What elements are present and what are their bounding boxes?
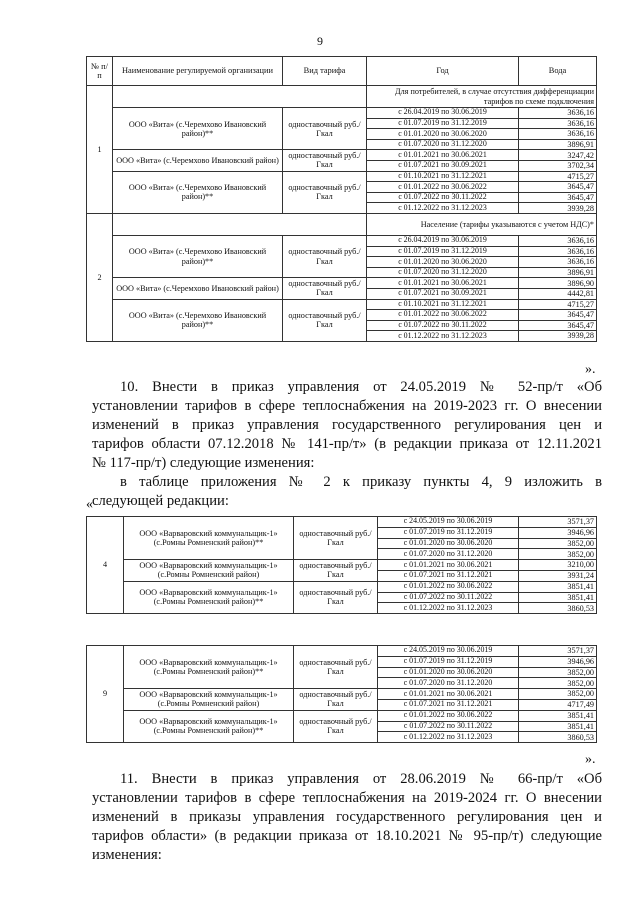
period-cell: с 01.01.2021 по 30.06.2021: [378, 689, 519, 700]
tariff-table-item-9: [86, 645, 597, 743]
tariff-kind: одноставочный руб./Гкал: [294, 710, 378, 742]
period-cell: с 01.01.2022 по 30.06.2022: [367, 182, 519, 193]
org-name: ООО «Варваровский коммунальщик-1» (с.Ромны Ромненский район)**: [124, 646, 294, 689]
table-row: [87, 581, 597, 592]
water-value-cell: 3851,41: [519, 710, 597, 721]
table-row: [87, 150, 597, 161]
tariff-kind: одноставочный руб./Гкал: [283, 299, 367, 341]
table-row: [87, 689, 597, 700]
water-value-cell: 3645,47: [519, 192, 597, 203]
water-value-cell: 3931,24: [519, 570, 597, 581]
period-cell: с 01.07.2021 по 31.12.2021: [378, 699, 519, 710]
table-row: [87, 517, 597, 528]
water-value-cell: 3939,28: [519, 203, 597, 214]
water-value-cell: 3702,34: [519, 160, 597, 171]
header-year: Год: [367, 57, 519, 86]
period-cell: с 01.01.2020 по 30.06.2020: [367, 129, 519, 140]
table-row: [87, 710, 597, 721]
tariff-kind: одноставочный руб./Гкал: [294, 581, 378, 613]
tariff-kind: одноставочный руб./Гкал: [283, 278, 367, 299]
table-row: [87, 235, 597, 246]
org-name: ООО «Варваровский коммунальщик-1» (с.Ромны Ромненский район): [124, 689, 294, 711]
period-cell: с 01.07.2020 по 31.12.2020: [367, 139, 519, 150]
period-cell: с 01.01.2022 по 30.06.2022: [378, 710, 519, 721]
tariff-kind: одноставочный руб./Гкал: [283, 171, 367, 213]
period-cell: с 01.01.2022 по 30.06.2022: [378, 581, 519, 592]
tariff-kind: одноставочный руб./Гкал: [283, 235, 367, 277]
water-value-cell: 3852,00: [519, 689, 597, 700]
period-cell: с 26.04.2019 по 30.06.2019: [367, 108, 519, 119]
period-cell: с 01.07.2020 по 31.12.2020: [378, 549, 519, 560]
period-cell: с 01.12.2022 по 31.12.2023: [367, 331, 519, 342]
period-cell: с 01.01.2020 по 30.06.2020: [378, 667, 519, 678]
text-line: изменений в приказ управления государственного регулирования цен и: [92, 417, 602, 433]
water-value-cell: 3210,00: [519, 560, 597, 571]
period-cell: с 01.07.2019 по 31.12.2019: [378, 527, 519, 538]
item-number: 9: [87, 646, 124, 743]
paragraph-11: [92, 770, 602, 865]
section-blank-cell: [113, 213, 367, 235]
org-name: ООО «Вита» (с.Черемхово Ивановский район)**: [113, 235, 283, 277]
period-cell: с 01.12.2022 по 31.12.2023: [378, 603, 519, 614]
period-cell: с 01.07.2020 по 31.12.2020: [367, 267, 519, 278]
tariff-kind: одноставочный руб./Гкал: [283, 150, 367, 171]
tariff-kind: одноставочный руб./Гкал: [294, 646, 378, 689]
text-line: тарифов области» (в редакции приказа от 18.10.2021 № 95-пр/т) следующие: [92, 828, 602, 844]
period-cell: с 01.10.2021 по 31.12.2021: [367, 299, 519, 310]
header-water: Вода: [519, 57, 597, 86]
tariff-kind: одноставочный руб./Гкал: [294, 560, 378, 582]
org-name: ООО «Варваровский коммунальщик-1» (с.Ромны Ромненский район)**: [124, 710, 294, 742]
text-line: следующей редакции:: [92, 493, 229, 509]
text-line: изменения:: [92, 847, 162, 863]
opening-quote: «: [86, 497, 93, 512]
period-cell: с 01.07.2021 по 31.12.2021: [378, 570, 519, 581]
header-org: Наименование регулируемой организации: [113, 57, 283, 86]
table-row: [87, 278, 597, 289]
text-line: изменений в приказы управления государственного регулирования цен и: [92, 809, 602, 825]
period-cell: с 24.05.2019 по 30.06.2019: [378, 646, 519, 657]
period-cell: с 01.07.2021 по 30.09.2021: [367, 288, 519, 299]
water-value-cell: 3852,00: [519, 538, 597, 549]
section-caption: Для потребителей, в случае отсутствия дифференциации тарифов по схеме подключения: [367, 86, 597, 108]
water-value-cell: 3571,37: [519, 517, 597, 528]
text-line: в таблице приложения № 2 к приказу пункты 4, 9 изложить в: [120, 474, 602, 490]
water-value-cell: 3946,96: [519, 527, 597, 538]
period-cell: с 01.01.2022 по 30.06.2022: [367, 310, 519, 321]
org-name: ООО «Вита» (с.Черемхово Ивановский район)**: [113, 299, 283, 341]
water-value-cell: 4717,49: [519, 699, 597, 710]
water-value-cell: 3636,16: [519, 246, 597, 257]
tariff-kind: одноставочный руб./Гкал: [294, 689, 378, 711]
water-value-cell: 3636,16: [519, 235, 597, 246]
water-value-cell: 3860,53: [519, 732, 597, 743]
period-cell: с 01.12.2022 по 31.12.2023: [378, 732, 519, 743]
table-row: [87, 299, 597, 310]
period-cell: с 26.04.2019 по 30.06.2019: [367, 235, 519, 246]
table-row: [87, 646, 597, 657]
text-line: тарифов области 07.12.2018 № 141-пр/т» (в редакции приказа от 12.11.2021: [92, 436, 602, 452]
org-name: ООО «Вита» (с.Черемхово Ивановский район): [113, 278, 283, 299]
water-value-cell: 3645,47: [519, 310, 597, 321]
header-kind: Вид тарифа: [283, 57, 367, 86]
period-cell: с 01.01.2020 по 30.06.2020: [367, 257, 519, 268]
water-value-cell: 3896,90: [519, 278, 597, 289]
period-cell: с 01.07.2022 по 30.11.2022: [367, 320, 519, 331]
text-line: 10. Внести в приказ управления от 24.05.2019 № 52-пр/т «Об: [120, 379, 602, 395]
period-cell: с 01.01.2020 по 30.06.2020: [378, 538, 519, 549]
tariff-kind: одноставочный руб./Гкал: [283, 108, 367, 150]
text-line: установлении тарифов в сфере теплоснабжения на 2019-2023 гг. О внесении: [92, 398, 602, 414]
org-name: ООО «Вита» (с.Черемхово Ивановский район)**: [113, 108, 283, 150]
tariff-table-item-4: [86, 516, 597, 614]
water-value-cell: 3946,96: [519, 656, 597, 667]
period-cell: с 01.01.2021 по 30.06.2021: [367, 278, 519, 289]
period-cell: с 01.07.2021 по 30.09.2021: [367, 160, 519, 171]
period-cell: с 01.12.2022 по 31.12.2023: [367, 203, 519, 214]
water-value-cell: 4442,81: [519, 288, 597, 299]
water-value-cell: 3939,28: [519, 331, 597, 342]
water-value-cell: 3896,91: [519, 267, 597, 278]
water-value-cell: 3636,16: [519, 118, 597, 129]
period-cell: с 01.07.2022 по 30.11.2022: [378, 721, 519, 732]
water-value-cell: 4715,27: [519, 299, 597, 310]
water-value-cell: 3851,41: [519, 592, 597, 603]
section-row: [87, 213, 597, 235]
section-blank-cell: [113, 86, 367, 108]
period-cell: с 01.01.2021 по 30.06.2021: [378, 560, 519, 571]
water-value-cell: 3851,41: [519, 721, 597, 732]
text-line: № 117-пр/т) следующие изменения:: [92, 455, 315, 471]
org-name: ООО «Варваровский коммунальщик-1» (с.Ромны Ромненский район): [124, 560, 294, 582]
item-number: 4: [87, 517, 124, 614]
period-cell: с 01.07.2019 по 31.12.2019: [367, 118, 519, 129]
closing-quote-2: ».: [585, 752, 596, 767]
water-value-cell: 3247,42: [519, 150, 597, 161]
tariff-kind: одноставочный руб./Гкал: [294, 517, 378, 560]
section-row: [87, 86, 597, 108]
header-num: № п/п: [87, 57, 113, 86]
water-value-cell: 3636,16: [519, 108, 597, 119]
water-value-cell: 3860,53: [519, 603, 597, 614]
period-cell: с 01.07.2019 по 31.12.2019: [378, 656, 519, 667]
period-cell: с 24.05.2019 по 30.06.2019: [378, 517, 519, 528]
period-cell: с 01.01.2021 по 30.06.2021: [367, 150, 519, 161]
tariff-table-vita: [86, 56, 597, 342]
period-cell: с 01.10.2021 по 31.12.2021: [367, 171, 519, 182]
table-row: [87, 171, 597, 182]
paragraph-10: [92, 378, 602, 511]
water-value-cell: 3645,47: [519, 182, 597, 193]
period-cell: с 01.07.2019 по 31.12.2019: [367, 246, 519, 257]
water-value-cell: 3636,16: [519, 257, 597, 268]
group-number: 2: [87, 213, 113, 341]
text-line: 11. Внести в приказ управления от 28.06.2019 № 66-пр/т «Об: [120, 771, 602, 787]
section-caption: Население (тарифы указываются с учетом НДС)*: [367, 213, 597, 235]
period-cell: с 01.07.2020 по 31.12.2020: [378, 678, 519, 689]
water-value-cell: 3896,91: [519, 139, 597, 150]
page-number: 9: [317, 34, 323, 48]
water-value-cell: 4715,27: [519, 171, 597, 182]
period-cell: с 01.07.2022 по 30.11.2022: [378, 592, 519, 603]
group-number: 1: [87, 86, 113, 214]
text-line: установлении тарифов в сфере теплоснабжения на 2019-2024 гг. О внесении: [92, 790, 602, 806]
org-name: ООО «Варваровский коммунальщик-1» (с.Ромны Ромненский район)**: [124, 517, 294, 560]
table-row: [87, 560, 597, 571]
closing-quote-1: ».: [585, 362, 596, 377]
water-value-cell: 3852,00: [519, 549, 597, 560]
water-value-cell: 3636,16: [519, 129, 597, 140]
water-value-cell: 3645,47: [519, 320, 597, 331]
water-value-cell: 3851,41: [519, 581, 597, 592]
water-value-cell: 3852,00: [519, 667, 597, 678]
water-value-cell: 3852,00: [519, 678, 597, 689]
period-cell: с 01.07.2022 по 30.11.2022: [367, 192, 519, 203]
water-value-cell: 3571,37: [519, 646, 597, 657]
org-name: ООО «Вита» (с.Черемхово Ивановский район)**: [113, 171, 283, 213]
org-name: ООО «Варваровский коммунальщик-1» (с.Ромны Ромненский район)**: [124, 581, 294, 613]
table-row: [87, 108, 597, 119]
org-name: ООО «Вита» (с.Черемхово Ивановский район): [113, 150, 283, 171]
